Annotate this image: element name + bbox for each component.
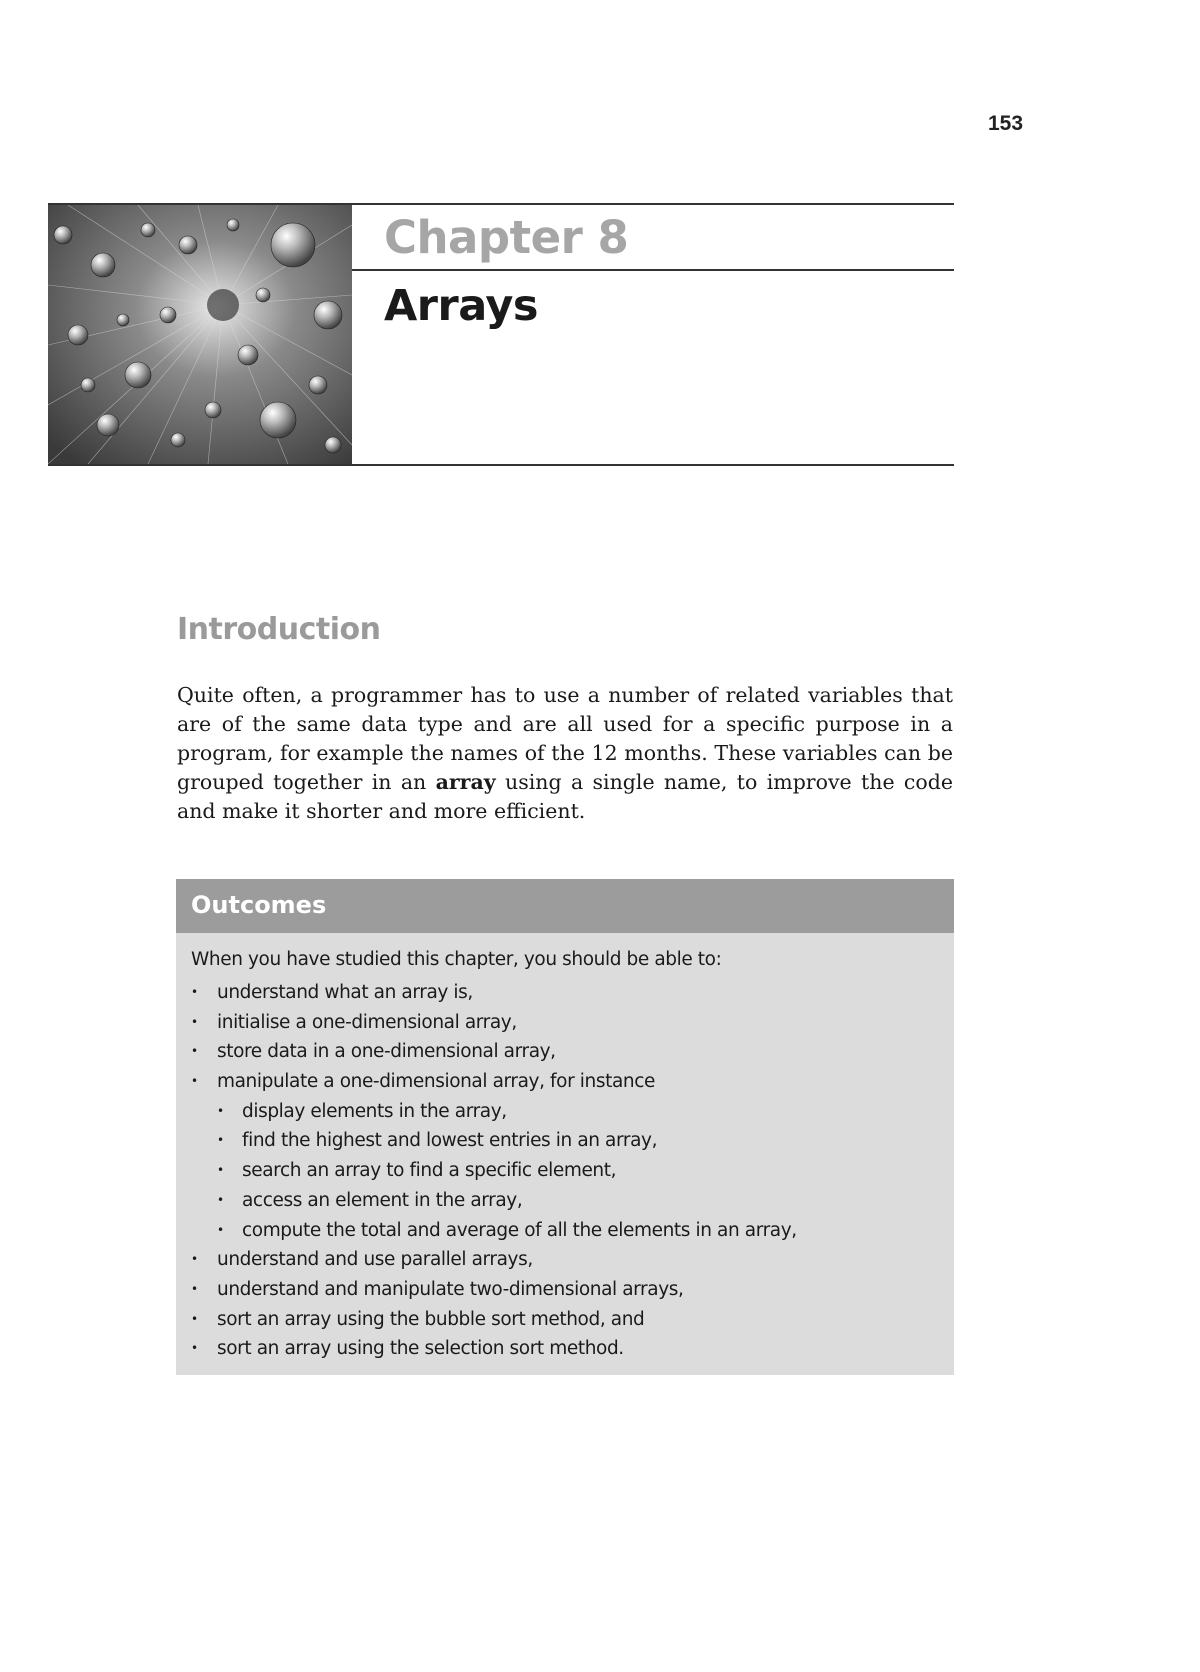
bullet-icon: • — [217, 1163, 224, 1178]
outcome-text: access an element in the array, — [242, 1189, 523, 1211]
outcome-text: understand and manipulate two-dimensional arrays, — [217, 1278, 684, 1300]
chapter-label-row — [352, 205, 954, 271]
bullet-icon: • — [191, 985, 198, 999]
outcomes-intro: When you have studied this chapter, you should be able to: — [191, 949, 722, 970]
bullet-icon: • — [191, 1341, 198, 1356]
water-droplets-photo — [48, 205, 352, 464]
intro-text-part-2: using a single name, to improve the code and make it shorter and more efficient. — [177, 770, 953, 823]
outcome-text: store data in a one-dimensional array, — [217, 1041, 556, 1063]
bullet-icon: • — [191, 1311, 198, 1326]
outcome-text: manipulate a one-dimensional array, for instance — [217, 1071, 655, 1093]
intro-text-part-1: Quite often, a programmer has to use a number of related variables that are of the same data type and are all used for a specific purpose in a program, for example the names of the 12 months. These variables can be grouped together in an — [177, 683, 953, 794]
bullet-icon: • — [217, 1133, 224, 1148]
outcome-text: compute the total and average of all the elements in an array, — [242, 1219, 797, 1241]
intro-bold-term: array — [435, 770, 496, 794]
outcome-text: sort an array using the selection sort method. — [217, 1338, 624, 1360]
outcome-text: find the highest and lowest entries in an array, — [242, 1130, 658, 1152]
chapter-label: Chapter 8 — [384, 211, 629, 264]
outcome-text: display elements in the array, — [242, 1100, 507, 1122]
outcomes-header — [176, 879, 954, 933]
chapter-header — [48, 203, 954, 466]
outcome-text: initialise a one-dimensional array, — [217, 1011, 517, 1033]
bullet-icon: • — [191, 1044, 198, 1059]
introduction-heading: Introduction — [177, 612, 381, 647]
outcomes-heading: Outcomes — [191, 891, 327, 919]
outcome-text: sort an array using the bubble sort method, and — [217, 1308, 645, 1330]
bullet-icon: • — [217, 1192, 224, 1207]
outcomes-box — [176, 879, 954, 1375]
outcome-text: search an array to find a specific element, — [242, 1160, 617, 1182]
bullet-icon: • — [191, 1281, 198, 1296]
bullet-icon: • — [191, 1074, 198, 1089]
bullet-icon: • — [217, 1103, 224, 1118]
bullet-icon: • — [191, 1014, 198, 1029]
page-number: 153 — [988, 112, 1024, 135]
outcome-text: understand and use parallel arrays, — [217, 1249, 533, 1271]
bullet-icon: • — [191, 1252, 198, 1267]
chapter-image — [48, 205, 352, 464]
bullet-icon: • — [217, 1222, 224, 1237]
introduction-paragraph — [177, 681, 953, 826]
outcome-text: understand what an array is, — [217, 982, 473, 1003]
chapter-title: Arrays — [384, 281, 539, 331]
